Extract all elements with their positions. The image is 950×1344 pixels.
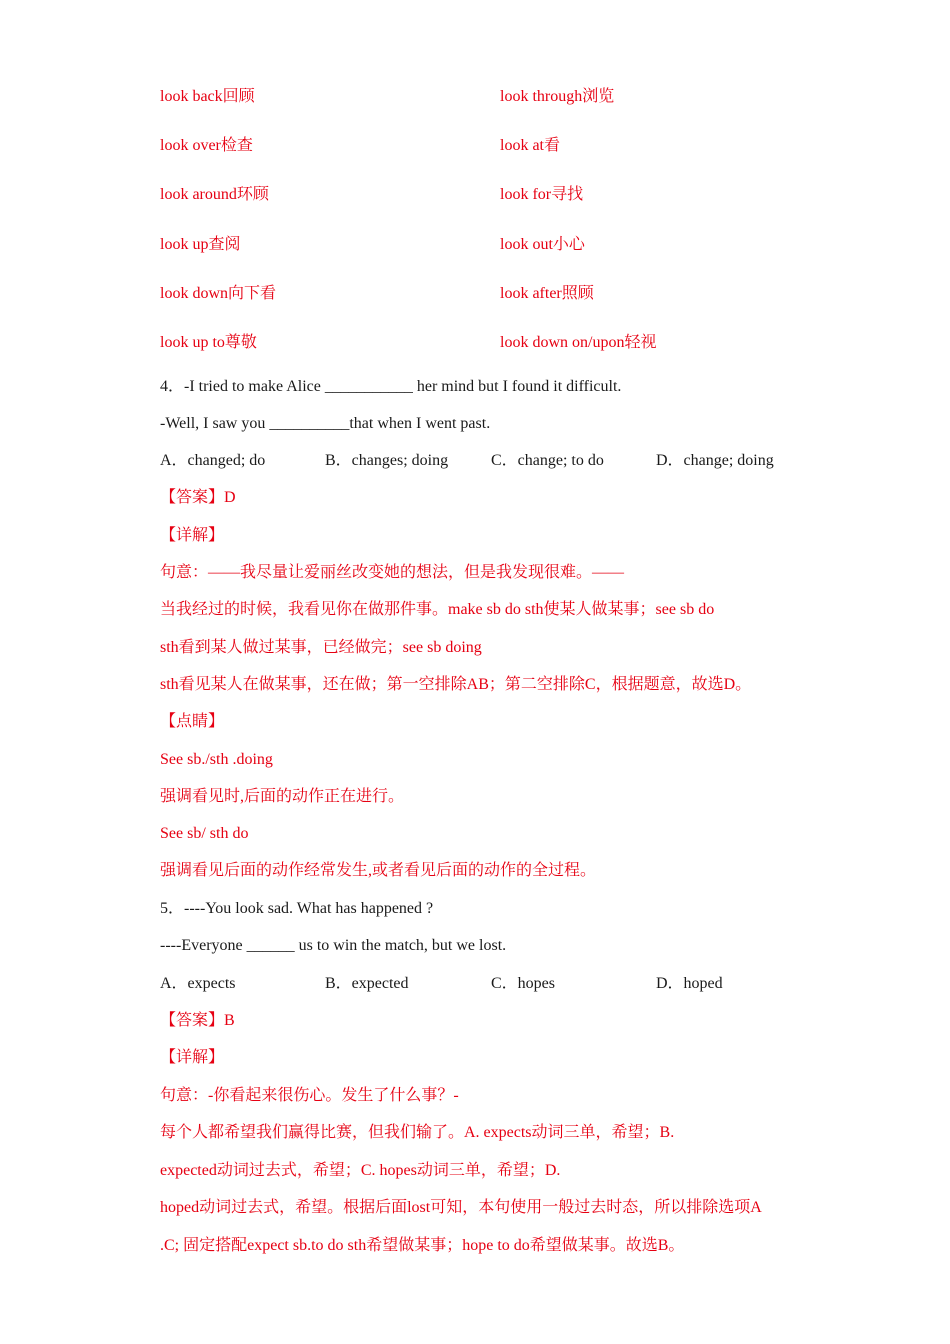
explanation-line: sth看见某人在做某事，还在做；第一空排除AB；第二空排除C，根据题意，故选D。 — [160, 676, 752, 693]
explanation-heading: 【详解】 — [160, 527, 225, 544]
phrase-left: look back回顾 — [160, 88, 255, 105]
explanation-line: 当我经过的时候，我看见你在做那件事。make sb do sth使某人做某事；see sb do — [160, 601, 715, 618]
option-b: B．changes; doing — [325, 452, 449, 469]
phrase-right: look for寻找 — [500, 186, 584, 203]
tip-line: See sb/ sth do — [160, 825, 249, 842]
option-b: B．expected — [325, 975, 409, 992]
tip-line: See sb./sth .doing — [160, 751, 273, 768]
explanation-line: 句意：——我尽量让爱丽丝改变她的想法，但是我发现很难。—— — [160, 564, 625, 581]
option-c: C．change; to do — [491, 452, 604, 469]
phrase-left: look around环顾 — [160, 186, 269, 203]
explanation-line: sth看到某人做过某事，已经做完；see sb doing — [160, 639, 482, 656]
option-a: A．changed; do — [160, 452, 266, 469]
explanation-heading: 【详解】 — [160, 1049, 225, 1066]
question-text: -Well, I saw you __________that when I went past. — [160, 415, 491, 432]
tip-line: 强调看见后面的动作经常发生,或者看见后面的动作的全过程。 — [160, 862, 597, 879]
phrase-left: look up to尊敬 — [160, 334, 257, 351]
question-text: ----Everyone ______ us to win the match, but we lost. — [160, 937, 507, 954]
question-text: 4．-I tried to make Alice ___________ her mind but I found it difficult. — [160, 378, 622, 395]
phrase-right: look out小心 — [500, 236, 585, 253]
explanation-line: 句意：-你看起来很伤心。发生了什么事？- — [160, 1087, 459, 1104]
question-text: 5．----You look sad. What has happened ? — [160, 900, 434, 917]
phrase-right: look down on/upon轻视 — [500, 334, 657, 351]
option-a: A．expects — [160, 975, 236, 992]
phrase-right: look after照顾 — [500, 285, 594, 302]
tip-line: 强调看见时,后面的动作正在进行。 — [160, 788, 405, 805]
phrase-right: look through浏览 — [500, 88, 615, 105]
answer-label: 【答案】B — [160, 1012, 235, 1029]
explanation-line: expected动词过去式，希望；C. hopes动词三单，希望；D. — [160, 1162, 561, 1179]
phrase-left: look down向下看 — [160, 285, 277, 302]
explanation-line: hoped动词过去式，希望。根据后面lost可知，本句使用一般过去时态，所以排除选项A — [160, 1199, 762, 1216]
tip-heading: 【点睛】 — [160, 713, 225, 730]
phrase-left: look up查阅 — [160, 236, 241, 253]
option-d: D．change; doing — [656, 452, 774, 469]
phrase-left: look over检查 — [160, 137, 253, 154]
explanation-line: .C; 固定搭配expect sb.to do sth希望做某事；hope to do希望做某事。故选B。 — [160, 1237, 685, 1254]
option-c: C．hopes — [491, 975, 556, 992]
phrase-right: look at看 — [500, 137, 560, 154]
explanation-line: 每个人都希望我们赢得比赛，但我们输了。A. expects动词三单，希望；B. — [160, 1124, 675, 1141]
answer-label: 【答案】D — [160, 489, 236, 506]
option-d: D．hoped — [656, 975, 723, 992]
